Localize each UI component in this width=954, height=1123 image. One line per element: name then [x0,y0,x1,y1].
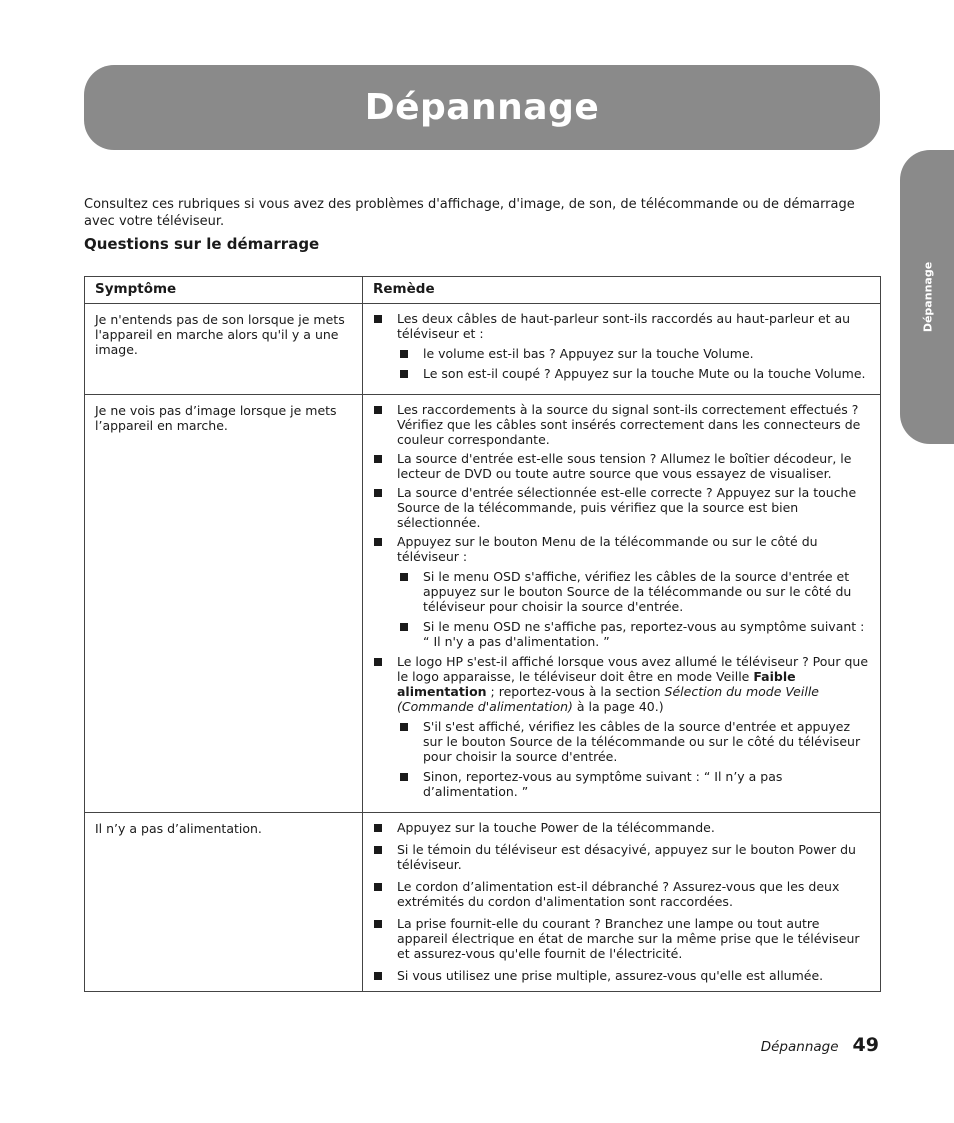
intro-paragraph: Consultez ces rubriques si vous avez des problèmes d'affichage, d'image, de son, de télécommande ou de démarrage avec votre téléviseur. [84,197,855,229]
remedy-cell [363,395,881,813]
remedy-list [371,402,868,799]
list-item: La source d'entrée sélectionnée est-elle correcte ? Appuyez sur la touche Source de la télécommande, puis vérifiez que la source est bien sélectionnée. [371,485,868,530]
symptom-cell: Je n'entends pas de son lorsque je mets l'appareil en marche alors qu'il y a une image. [85,304,363,395]
remedy-text-end: à la page 40.) [572,699,664,714]
list-item: Si le menu OSD s'affiche, vérifiez les câbles de la source d'entrée et appuyez sur le bouton Source de la télécommande ou sur le côté du téléviseur pour choisir la source d'entrée. [397,569,868,614]
list-item: Les raccordements à la source du signal sont-ils correctement effectués ? Vérifiez que les câbles sont insérés correctement dans les connecteurs de couleur correspondante. [371,402,868,447]
page-footer [761,1034,879,1056]
list-item: Le son est-il coupé ? Appuyez sur la touche Mute ou la touche Volume. [397,366,868,381]
header-symptom: Symptôme [85,277,363,304]
list-item: Si le menu OSD ne s'affiche pas, reportez-vous au symptôme suivant : “ Il n'y a pas d'alimentation. ” [397,619,868,649]
list-item [371,311,868,381]
table-row [85,304,881,395]
page-title: Dépannage [364,87,600,128]
symptom-cell: Il n’y a pas d’alimentation. [85,813,363,992]
table-header-row [85,277,881,304]
cross-reference: Sélection du mode Veille (Commande d'alimentation) [397,684,819,714]
list-item: Si vous utilisez une prise multiple, assurez-vous qu'elle est allumée. [371,968,868,983]
sub-remedy-list [397,346,868,381]
remedy-text-start: Le logo HP s'est-il affiché lorsque vous avez allumé le téléviseur ? Pour que le logo apparaisse, le téléviseur doit être en mode Veille [397,654,869,684]
list-item [371,654,868,799]
sub-remedy-list [397,719,868,799]
table-row [85,813,881,992]
remedy-list [371,820,868,983]
title-banner [84,65,880,150]
troubleshooting-table [84,276,881,992]
side-section-tab [900,150,954,444]
section-heading: Questions sur le démarrage [84,235,320,253]
header-remedy: Remède [363,277,881,304]
remedy-bold-term: Faible alimentation [397,669,796,699]
list-item: le volume est-il bas ? Appuyez sur la touche Volume. [397,346,868,361]
list-item [371,534,868,649]
list-item: Appuyez sur la touche Power de la télécommande. [371,820,868,835]
remedy-cell [363,813,881,992]
sub-remedy-list [397,569,868,649]
remedy-cell [363,304,881,395]
remedy-text-middle: ; reportez-vous à la section [486,684,665,699]
footer-section-label: Dépannage [760,1039,839,1055]
table-row [85,395,881,813]
list-item: Si le témoin du téléviseur est désacyivé, appuyez sur le bouton Power du téléviseur. [371,842,868,872]
list-item: La prise fournit-elle du courant ? Branchez une lampe ou tout autre appareil électrique en état de marche sur la même prise que le téléviseur et assurez-vous qu'elle fournit de l'électricité. [371,916,868,961]
list-item: La source d'entrée est-elle sous tension ? Allumez le boîtier décodeur, le lecteur de DVD ou toute autre source que vous essayez de visualiser. [371,451,868,481]
remedy-list [371,311,868,381]
list-item: S'il s'est affiché, vérifiez les câbles de la source d'entrée et appuyez sur le bouton Source de la télécommande ou sur le côté du téléviseur pour choisir la source d'entrée. [397,719,868,764]
list-item: Le cordon d’alimentation est-il débranché ? Assurez-vous que les deux extrémités du cordon d'alimentation sont raccordées. [371,879,868,909]
remedy-text: Appuyez sur le bouton Menu de la télécommande ou sur le côté du téléviseur : [397,534,818,564]
symptom-cell: Je ne vois pas d’image lorsque je mets l’appareil en marche. [85,395,363,813]
side-tab-label: Dépannage [921,261,935,333]
list-item: Sinon, reportez-vous au symptôme suivant : “ Il n’y a pas d’alimentation. ” [397,769,868,799]
remedy-text: Les deux câbles de haut-parleur sont-ils raccordés au haut-parleur et au téléviseur et : [397,311,851,341]
page-number: 49 [852,1034,879,1056]
